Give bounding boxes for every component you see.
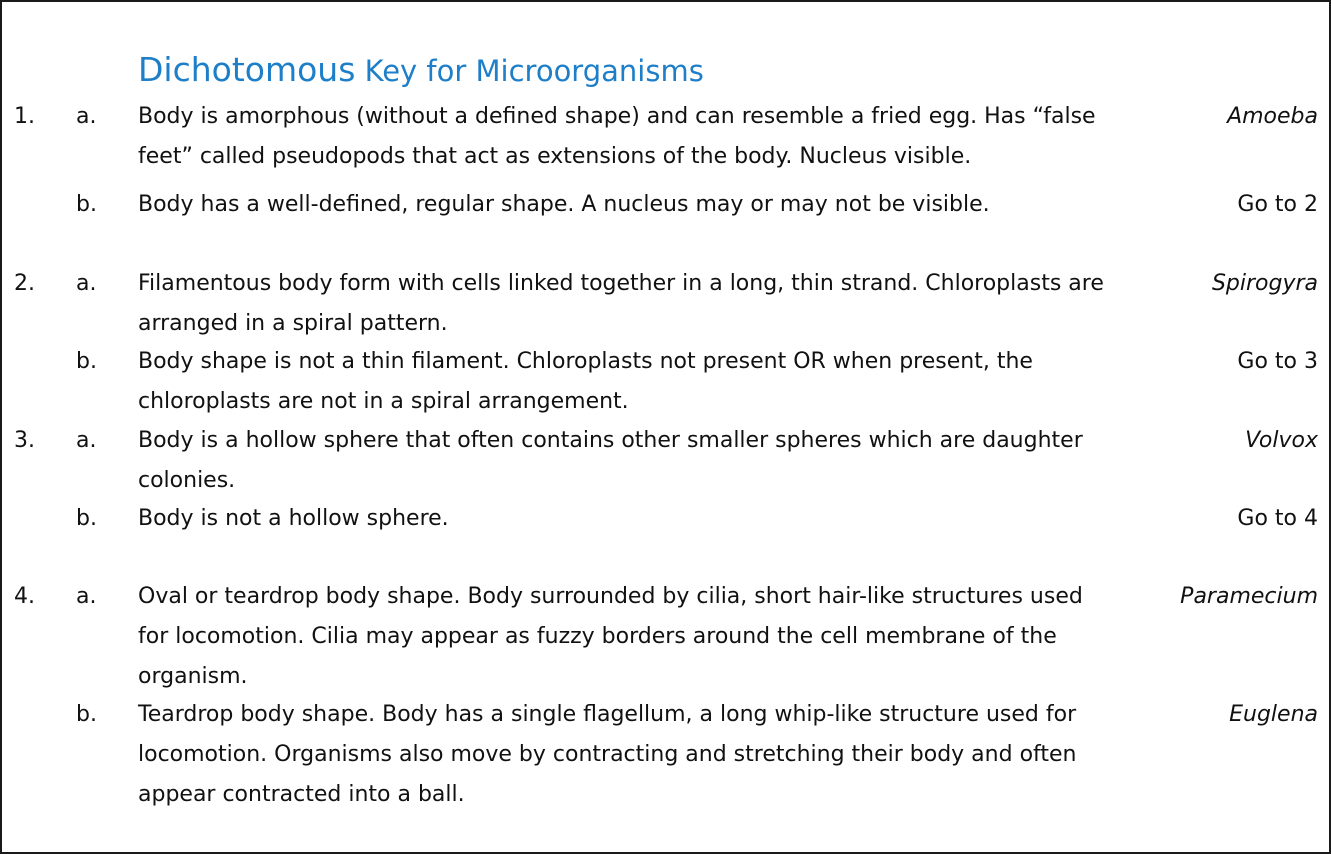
option-description: Filamentous body form with cells linked together in a long, thin strand. Chloroplasts are arranged in a spiral pattern.	[138, 271, 1104, 336]
page-title	[138, 48, 704, 93]
organism-result: Volvox	[1245, 428, 1318, 453]
option-description: Body shape is not a thin filament. Chloroplasts not present OR when present, the chloroplasts are not in a spiral arrangement.	[138, 349, 1033, 414]
option-description: Body is not a hollow sphere.	[138, 506, 449, 531]
option-letter: a.	[76, 271, 97, 296]
goto-result: Go to 3	[1237, 349, 1318, 374]
step-number: 3.	[14, 428, 35, 453]
option-letter: b.	[76, 702, 97, 727]
organism-result: Amoeba	[1227, 104, 1318, 129]
option-description: Body is amorphous (without a defined shape) and can resemble a fried egg. Has “false feet” called pseudopods that act as extensions of the body. Nucleus visible.	[138, 104, 1096, 169]
option-description: Body is a hollow sphere that often contains other smaller spheres which are daughter colonies.	[138, 428, 1083, 493]
option-letter: a.	[76, 104, 97, 129]
goto-result: Go to 2	[1237, 192, 1318, 217]
option-letter: b.	[76, 349, 97, 374]
option-description: Oval or teardrop body shape. Body surrounded by cilia, short hair-like structures used for locomotion. Cilia may appear as fuzzy borders around the cell membrane of the organism.	[138, 584, 1083, 689]
option-description: Teardrop body shape. Body has a single flagellum, a long whip-like structure used for locomotion. Organisms also move by contracting and stretching their body and often appear contracted into a ball.	[138, 702, 1077, 807]
title-rest: Key for Microorganisms	[355, 54, 704, 88]
organism-result: Euglena	[1229, 702, 1318, 727]
option-letter: a.	[76, 428, 97, 453]
organism-result: Spirogyra	[1211, 271, 1318, 296]
option-description: Body has a well-defined, regular shape. A nucleus may or may not be visible.	[138, 192, 990, 217]
option-letter: b.	[76, 192, 97, 217]
option-letter: b.	[76, 506, 97, 531]
step-number: 1.	[14, 104, 35, 129]
option-letter: a.	[76, 584, 97, 609]
title-word-dichotomous: Dichotomous	[138, 50, 356, 89]
step-number: 4.	[14, 584, 35, 609]
goto-result: Go to 4	[1237, 506, 1318, 531]
organism-result: Paramecium	[1180, 584, 1318, 609]
step-number: 2.	[14, 271, 35, 296]
